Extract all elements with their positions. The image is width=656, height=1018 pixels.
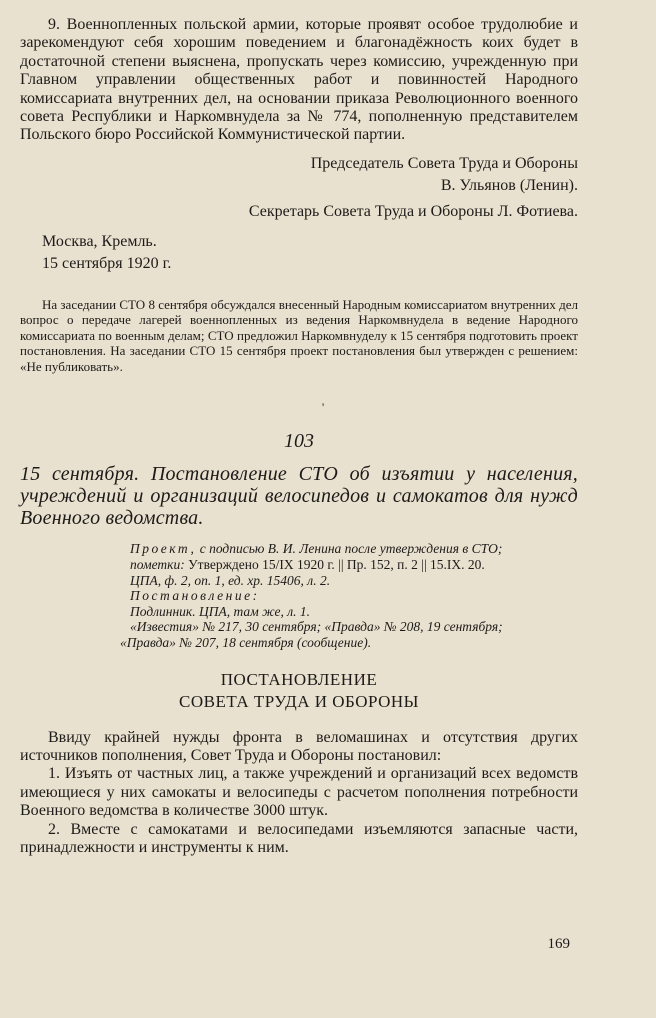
tick-mark: ' (322, 400, 325, 414)
source-marks-text: Утверждено 15/IX 1920 г. || Пр. 152, п. 2 || 15.IX. 20. (188, 556, 485, 572)
resolution-item-2: 2. Вместе с самокатами и велосипедами изъемляются запасные части, принадлежности и инструменты к ним. (20, 820, 578, 856)
source-label-resolution: Постановление: (130, 588, 260, 604)
signature-name: В. Ульянов (Ленин). (440, 176, 578, 194)
document-heading: 15 сентября. Постановление СТО об изъятии у населения, учреждений и организаций велосипедов и самокатов для нужд Военного ведомства. (20, 463, 578, 530)
place-line: Москва, Кремль. (42, 232, 157, 250)
editorial-note: На заседании СТО 8 сентября обсуждался внесенный Народным комиссариатом внутренних дел вопрос о передаче лагерей военнопленных из ведения Наркомвнудела в ведение Народного комиссариата по военным делам; СТО предложил Наркомвнуделу к 15 сентября подготовить проект постановления. На заседании СТО 15 сентября проект постановления был утвержден с решением: «Не публиковать». (20, 296, 578, 374)
date-line: 15 сентября 1920 г. (42, 254, 172, 272)
resolution-title-1: ПОСТАНОВЛЕНИЕ (220, 669, 378, 689)
document-number: 103 (284, 430, 314, 453)
resolution-title-2: СОВЕТА ТРУДА И ОБОРОНЫ (178, 691, 420, 711)
source-label-marks: пометки: (130, 556, 185, 572)
source-publication-1: «Известия» № 217, 30 сентября; «Правда» № 208, 19 сентября; (130, 619, 503, 635)
signature-title: Председатель Совета Труда и Обороны (310, 154, 578, 172)
page-number: 169 (547, 936, 570, 952)
resolution-item-1: 1. Изъять от частных лиц, а также учреждений и организаций всех ведомств имеющиеся у них самокаты и велосипеды с расчетом пополнения потребности Военного ведомства в количестве 3000 штук. (20, 765, 578, 820)
source-archive: ЦПА, ф. 2, оп. 1, ед. хр. 15406, л. 2. (130, 572, 331, 588)
source-publication-2: «Правда» № 207, 18 сентября (сообщение). (120, 634, 372, 650)
source-label-project: Проект, (130, 541, 197, 557)
page-content (20, 16, 578, 857)
secretary-signature: Секретарь Совета Труда и Обороны Л. Фотиева. (248, 202, 578, 220)
paragraph-9: 9. Военнопленных польской армии, которые проявят особое трудолюбие и зарекомендуют себя хорошим поведением и благонадёжность коих будет в достаточной степени выяснена, пропускать через комиссию, учрежденную при Главном управлении общественных работ и повинностей Народного комиссариата внутренних дел, на основании приказа Революционного военного совета Республики и Наркомвнудела за № 774, пополненную представителем Польского бюро Российской Коммунистической партии. (20, 16, 578, 144)
source-notes (20, 541, 578, 650)
source-project-text: с подписью В. И. Ленина после утверждения в СТО; (199, 541, 503, 557)
resolution-intro: Ввиду крайней нужды фронта в веломашинах и отсутствия других источников пополнения, Совет Труда и Обороны постановил: (20, 728, 578, 764)
source-original: Подлинник. ЦПА, там же, л. 1. (130, 603, 311, 619)
